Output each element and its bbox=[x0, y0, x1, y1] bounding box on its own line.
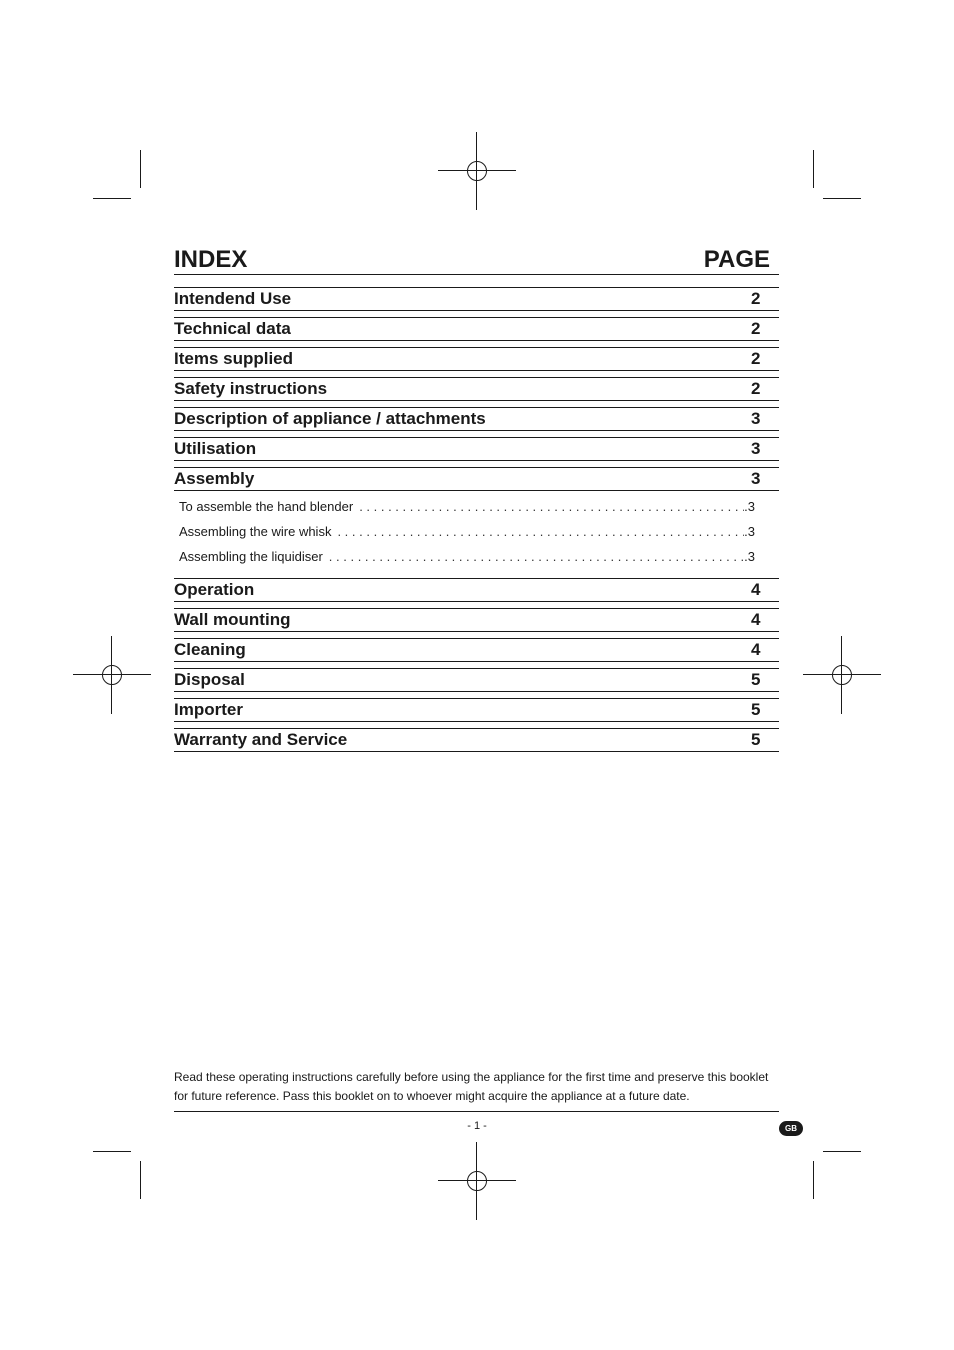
toc-subentry[interactable] bbox=[174, 544, 755, 569]
toc-entry-title: Description of appliance / attachments bbox=[174, 409, 486, 428]
toc-entry[interactable] bbox=[174, 377, 779, 401]
footer-divider bbox=[174, 1111, 779, 1112]
registration-mark-icon bbox=[438, 1142, 516, 1220]
language-badge: GB bbox=[779, 1121, 803, 1136]
toc-entry-title: Cleaning bbox=[174, 640, 246, 659]
toc-entry-title: Disposal bbox=[174, 670, 245, 689]
crop-mark bbox=[813, 1161, 814, 1199]
crop-mark bbox=[93, 198, 131, 199]
crop-mark bbox=[140, 150, 141, 188]
toc-entry-title: Safety instructions bbox=[174, 379, 328, 398]
toc-subentry-page: .3 bbox=[744, 499, 755, 514]
toc-entry[interactable] bbox=[174, 437, 779, 461]
toc-entry-title: Operation bbox=[174, 580, 255, 599]
toc-entry-page: 3 bbox=[751, 439, 761, 458]
toc-entry-title: Warranty and Service bbox=[174, 730, 348, 749]
toc-entry[interactable] bbox=[174, 608, 779, 632]
toc-entry[interactable] bbox=[174, 728, 779, 752]
toc-entry-page: 2 bbox=[751, 379, 761, 398]
toc-entry-page: 5 bbox=[751, 670, 761, 689]
index-title: INDEX bbox=[174, 246, 248, 273]
toc-entry[interactable] bbox=[174, 638, 779, 662]
toc-entry[interactable] bbox=[174, 317, 779, 341]
registration-mark-icon bbox=[438, 132, 516, 210]
toc-entry-page: 4 bbox=[751, 580, 761, 599]
registration-mark-icon bbox=[73, 636, 151, 714]
toc-entry[interactable] bbox=[174, 467, 779, 491]
assembly-subentries bbox=[174, 494, 779, 569]
table-of-contents bbox=[174, 287, 779, 758]
toc-subentry[interactable] bbox=[174, 519, 755, 544]
toc-entry-page: 4 bbox=[751, 640, 761, 659]
toc-entry-title: Assembly bbox=[174, 469, 255, 488]
leader-dots bbox=[331, 524, 744, 539]
toc-entry-title: Wall mounting bbox=[174, 610, 291, 629]
toc-entry-page: 2 bbox=[751, 319, 761, 338]
header-divider bbox=[174, 274, 779, 275]
toc-entry-page: 3 bbox=[751, 469, 761, 488]
registration-mark-icon bbox=[803, 636, 881, 714]
toc-entry-title: Utilisation bbox=[174, 439, 257, 458]
toc-subentry-title: Assembling the wire whisk bbox=[179, 524, 332, 539]
toc-entry[interactable] bbox=[174, 287, 779, 311]
toc-entry[interactable] bbox=[174, 668, 779, 692]
toc-subentry-title: To assemble the hand blender bbox=[179, 499, 354, 514]
toc-entry-title: Technical data bbox=[174, 319, 291, 338]
page-number: - 1 - bbox=[467, 1120, 487, 1132]
toc-subentry-page: .3 bbox=[744, 549, 755, 564]
toc-entry-title: Intendend Use bbox=[174, 289, 292, 308]
toc-entry-page: 5 bbox=[751, 730, 761, 749]
crop-mark bbox=[823, 198, 861, 199]
toc-entry-title: Items supplied bbox=[174, 349, 294, 368]
toc-entry[interactable] bbox=[174, 698, 779, 722]
toc-entry[interactable] bbox=[174, 347, 779, 371]
toc-entry-page: 5 bbox=[751, 700, 761, 719]
crop-mark bbox=[140, 1161, 141, 1199]
leader-dots bbox=[353, 499, 744, 514]
toc-entry-page: 4 bbox=[751, 610, 761, 629]
toc-entry-page: 3 bbox=[751, 409, 761, 428]
toc-entry-page: 2 bbox=[751, 289, 761, 308]
index-header bbox=[174, 244, 770, 274]
toc-subentry-title: Assembling the liquidiser bbox=[179, 549, 323, 564]
toc-entry[interactable] bbox=[174, 407, 779, 431]
page-column-label: PAGE bbox=[703, 246, 770, 273]
toc-entry-page: 2 bbox=[751, 349, 761, 368]
crop-mark bbox=[813, 150, 814, 188]
crop-mark bbox=[823, 1151, 861, 1152]
toc-entry[interactable] bbox=[174, 578, 779, 602]
toc-subentry[interactable] bbox=[174, 494, 755, 519]
leader-dots bbox=[323, 549, 744, 564]
crop-mark bbox=[93, 1151, 131, 1152]
toc-subentry-page: .3 bbox=[744, 524, 755, 539]
reading-note: Read these operating instructions carefully before using the appliance for the first time and preserve this booklet for future reference. Pass this booklet on to whoever might acquire the appliance at a future date. bbox=[174, 1070, 769, 1103]
toc-entry-title: Importer bbox=[174, 700, 243, 719]
